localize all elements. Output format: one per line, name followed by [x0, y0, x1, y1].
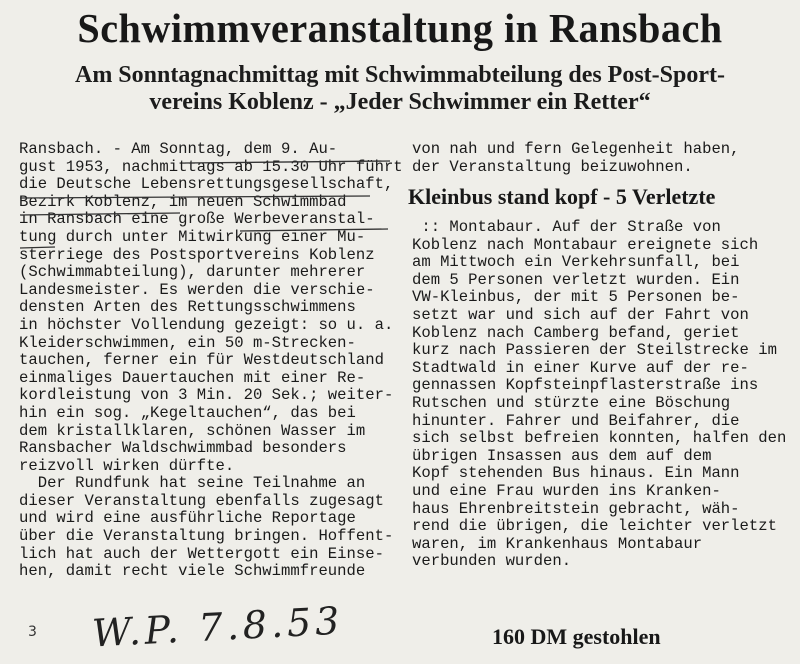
- bus-text-line: rend die übrigen, die leichter verletzt: [412, 517, 777, 536]
- bus-text-line: Koblenz nach Camberg befand, geriet: [412, 323, 740, 342]
- bus-text-line: Koblenz nach Montabaur ereignete sich: [412, 235, 759, 254]
- swimming-continuation-text-line: der Veranstaltung beizuwohnen.: [412, 157, 693, 176]
- subheadline: [20, 62, 780, 116]
- bus-text-line: waren, im Krankenhaus Montabaur: [412, 534, 703, 553]
- swimming-text-line: Ransbach. - Am Sonntag, dem 9. Au-: [19, 140, 338, 158]
- bus-text-line: am Mittwoch ein Verkehrsunfall, bei: [412, 253, 740, 272]
- swimming-text-line: über die Veranstaltung bringen. Hoffent-: [19, 527, 394, 546]
- article-theft-headline: 160 DM gestohlen: [492, 624, 661, 649]
- swimming-text-line: Ransbacher Waldschwimmbad besonders: [19, 439, 347, 458]
- swimming-text-line: tauchen, ferner ein für Westdeutschland: [19, 351, 384, 370]
- swimming-text-line: densten Arten des Rettungsschwimmens: [19, 298, 356, 317]
- bus-text-line: gennassen Kopfsteinpflasterstraße ins: [412, 376, 759, 395]
- bus-text-line: dem 5 Personen verletzt wurden. Ein: [412, 270, 740, 289]
- subheadline-line-1: Am Sonntagnachmittag mit Schwimmabteilung des Post-Sport-: [74, 62, 725, 88]
- article-swimming-body: [19, 140, 403, 581]
- bus-text-line: haus Ehrenbreitstein gebracht, wäh-: [412, 499, 740, 518]
- swimming-text-line: (Schwimmabteilung), darunter mehrerer: [19, 263, 366, 282]
- article-swimming-continuation: [412, 141, 784, 176]
- swimming-text-line: Bezirk Koblenz, im neuen Schwimmbad: [19, 192, 347, 211]
- swimming-text-line: tung durch unter Mitwirkung einer Mu-: [19, 227, 366, 246]
- swimming-text-line: hin ein sog. „Kegeltauchen“, das bei: [19, 403, 356, 422]
- swimming-text-line: dieser Veranstaltung ebenfalls zugesagt: [19, 491, 384, 510]
- swimming-continuation-text-line: von nah und fern Gelegenheit haben,: [412, 140, 740, 158]
- swimming-text-line: einmaliges Dauertauchen mit einer Re-: [19, 368, 366, 387]
- swimming-text-line: Kleiderschwimmen, ein 50 m-Strecken-: [19, 333, 356, 352]
- swimming-text-line: und wird eine ausführliche Reportage: [19, 509, 356, 528]
- bus-text-line: übrigen Insassen aus dem auf dem: [412, 446, 712, 465]
- bus-text-line: verbunden wurden.: [412, 552, 572, 571]
- bus-text-line: kurz nach Passieren der Steilstrecke im: [412, 341, 777, 360]
- swimming-text-line: lich hat auch der Wettergott ein Einse-: [19, 544, 384, 563]
- bus-text-line: sich selbst befreien konnten, halfen den: [412, 429, 787, 448]
- bus-text-line: VW-Kleinbus, der mit 5 Personen be-: [412, 288, 740, 307]
- swimming-text-line: hen, damit recht viele Schwimmfreunde: [19, 562, 366, 581]
- bus-text-line: hinunter. Fahrer und Beifahrer, die: [412, 411, 740, 430]
- margin-mark: 3: [28, 624, 37, 640]
- swimming-text-line: in Ransbach eine große Werbeveranstal-: [19, 210, 375, 229]
- bus-text-line: Kopf stehenden Bus hinaus. Ein Mann: [412, 464, 740, 483]
- article-bus-headline: Kleinbus stand kopf - 5 Verletzte: [408, 184, 716, 209]
- swimming-text-line: dem kristallklaren, schönen Wasser im: [19, 421, 366, 440]
- bus-text-line: Rutschen und stürzte eine Böschung: [412, 393, 731, 412]
- swimming-text-line: reizvoll wirken dürfte.: [19, 456, 235, 475]
- subheadline-line-2: vereins Koblenz - „Jeder Schwimmer ein Retter“: [149, 89, 651, 115]
- bus-text-line: Stadtwald in einer Kurve auf der re-: [412, 358, 749, 377]
- swimming-text-line: kordleistung von 3 Min. 20 Sek.; weiter-: [19, 386, 394, 405]
- bus-text-line: :: Montabaur. Auf der Straße von: [412, 218, 721, 236]
- swimming-text-line: gust 1953, nachmittags ab 15.30 Uhr führt: [19, 157, 403, 176]
- bus-text-line: und eine Frau wurden ins Kranken-: [412, 481, 721, 500]
- main-headline: Schwimmveranstaltung in Ransbach: [77, 5, 723, 51]
- handwritten-date-note: W.P. 7.8.53: [91, 598, 345, 656]
- swimming-text-line: in höchster Vollendung gezeigt: so u. a.: [19, 315, 394, 334]
- bus-text-line: setzt war und sich auf der Fahrt von: [412, 305, 749, 324]
- swimming-text-line: Der Rundfunk hat seine Teilnahme an: [19, 474, 366, 493]
- article-bus-body: [412, 218, 787, 571]
- swimming-text-line: Landesmeister. Es werden die verschie-: [19, 280, 375, 299]
- swimming-text-line: sterriege des Postsportvereins Koblenz: [19, 245, 375, 264]
- swimming-text-line: die Deutsche Lebensrettungsgesellschaft,: [19, 175, 394, 194]
